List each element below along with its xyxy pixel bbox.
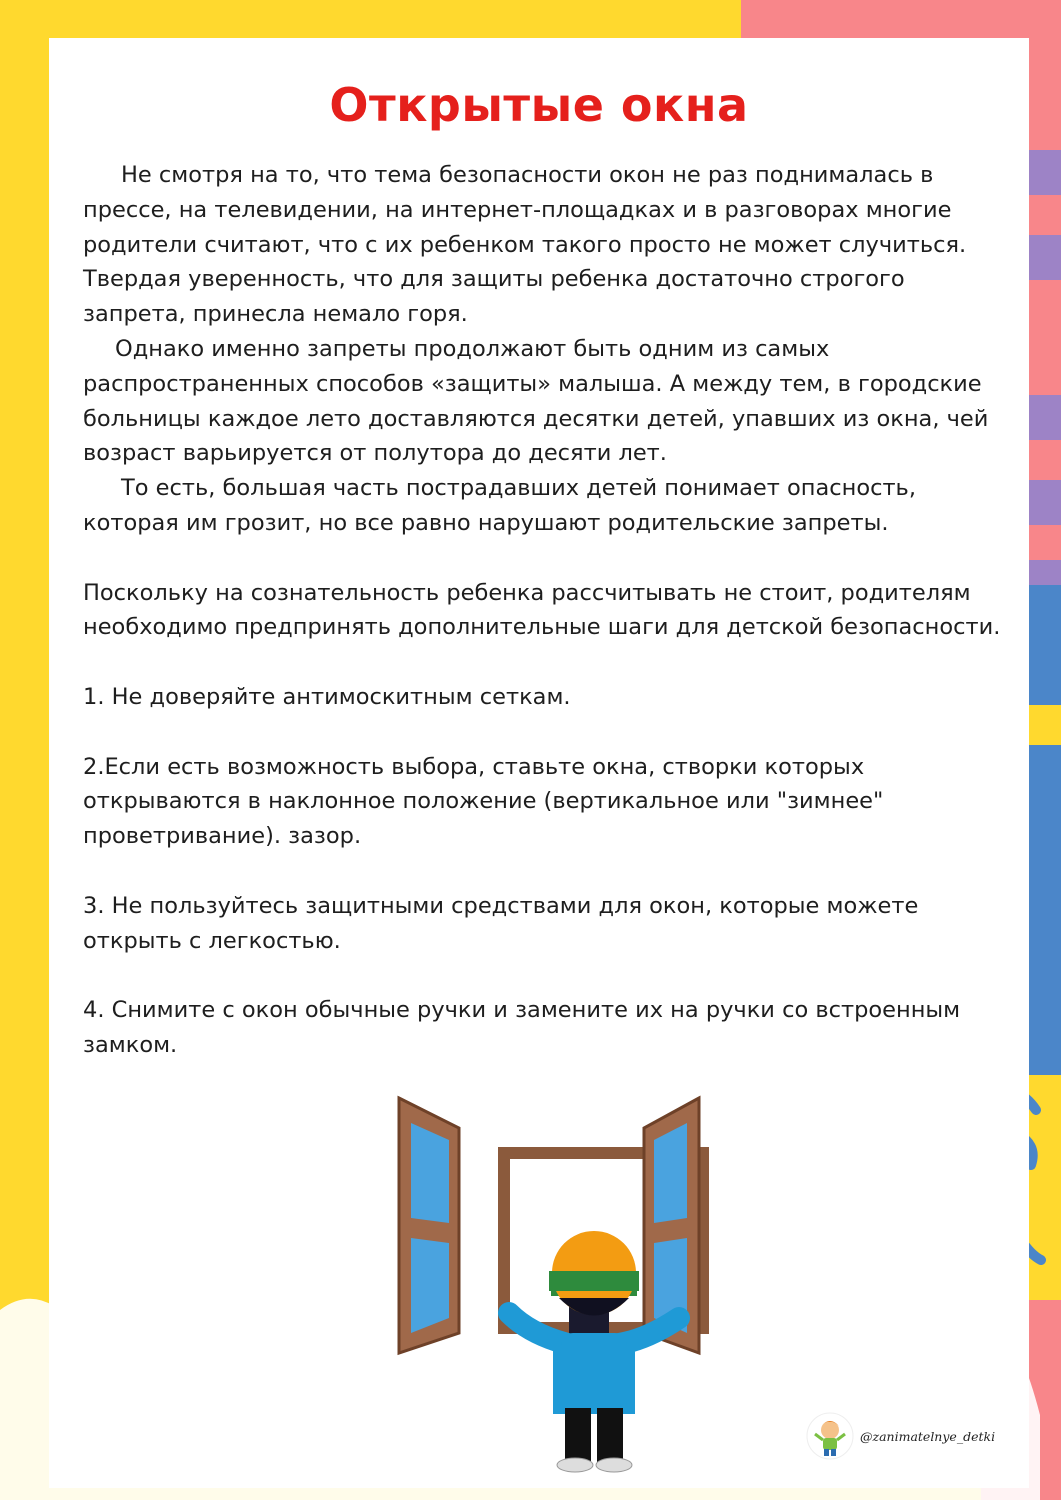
brand-handle: @zanimatelnye_detki [860,1428,996,1444]
paragraph-steps: Поскольку на сознательность ребенка рассчитывать не стоит, родителям необходимо предпринять дополнительные шаги для детской безопасности. [83,579,1001,641]
child-at-window-illustration [389,1093,709,1473]
tip-item: 1. Не доверяйте антимоскитным сеткам. [83,683,571,710]
tip-item: 2.Если есть возможность выбора, ставьте окна, створки которых открываются в наклонное положение (вертикальное или "зимнее" проветривание). зазор. [83,753,884,850]
tip-item: 4. Снимите с окон обычные ручки и замените их на ручки со встроенным замком. [83,997,961,1058]
smiling-boy-logo-icon [806,1412,854,1460]
content-card [49,38,1029,1488]
paragraph-danger: То есть, большая часть пострадавших детей понимает опасность, которая им грозит, но все равно нарушают родительские запреты. [83,475,916,536]
brand-badge [804,1406,1006,1466]
page-title: Открытые окна [329,78,749,132]
tip-item: 3. Не пользуйтесь защитными средствами для окон, которые можете открыть с легкостью. [83,892,919,954]
paragraph-bans: Однако именно запреты продолжают быть одним из самых распространенных способов «защиты» малыша. А между тем, в городские больницы каждое лето доставляются десятки детей, упавших из окна, чей возраст варьируется от полутора до десяти лет. [83,335,989,467]
article-body [83,158,1013,1063]
paragraph-intro: Не смотря на то, что тема безопасности окон не раз поднималась в прессе, на телевидении, на интернет-площадках и в разговорах многие родители считают, что с их ребенком такого просто не может случиться. Твердая уверенность, что для защиты ребенка достаточно строгого запрета, принесла немало горя. [83,162,967,328]
